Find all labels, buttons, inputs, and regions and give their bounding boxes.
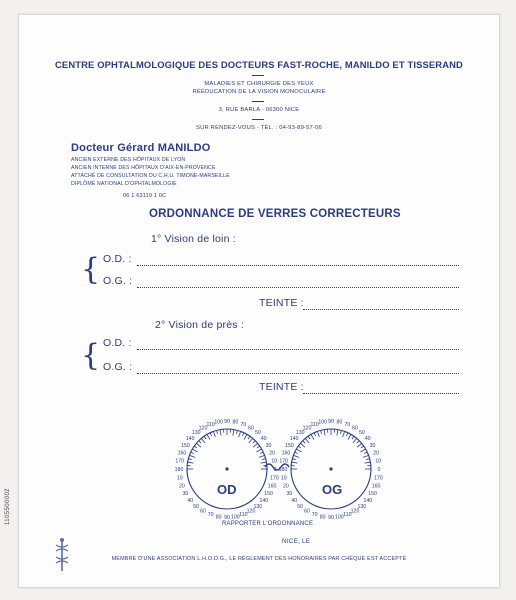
dial-tick-od bbox=[201, 438, 205, 443]
dial-tick-og bbox=[364, 462, 370, 463]
dial-tick-og bbox=[298, 446, 301, 448]
od-far-label: O.D. : bbox=[103, 253, 132, 265]
dial-tick-label-og: 60 bbox=[352, 425, 358, 432]
dial-tick-od bbox=[189, 455, 195, 457]
dial-tick-og bbox=[364, 452, 367, 453]
dial-tick-od bbox=[253, 441, 255, 443]
dial-center-od bbox=[225, 467, 228, 470]
dial-tick-od bbox=[191, 452, 194, 453]
dial-tick-label-od: 150 bbox=[264, 491, 273, 497]
dial-tick-od bbox=[253, 443, 258, 447]
dial-tick-od bbox=[239, 431, 241, 437]
dial-tick-label-og: 20 bbox=[373, 450, 379, 457]
credential-line: ATTACHÉ DE CONSULTATION DU C.H.U. TIMONE-MARSEILLE bbox=[71, 173, 230, 179]
section-far-vision: 1° Vision de loin : bbox=[151, 233, 236, 245]
place-date: NICE, LE bbox=[282, 538, 311, 545]
dial-tick-og bbox=[295, 452, 298, 453]
dial-tick-og bbox=[303, 441, 305, 443]
dial-tick-og bbox=[357, 443, 362, 447]
dial-tick-label-od: 140 bbox=[259, 497, 269, 504]
od-dial-label: OD bbox=[217, 482, 237, 497]
dial-tick-label-od: 90 bbox=[224, 419, 230, 425]
dial-tick-label-od: 20 bbox=[269, 450, 275, 457]
dial-tick-label-od: 60 bbox=[248, 425, 254, 432]
dial-tick-og bbox=[308, 436, 310, 439]
dial-tick-label-od: 120 bbox=[198, 425, 208, 432]
dial-tick-og bbox=[360, 449, 365, 452]
dial-tick-label-og: 140 bbox=[289, 436, 299, 443]
dial-tick-label-od: 80 bbox=[215, 514, 222, 521]
divider bbox=[252, 101, 264, 102]
dial-tick-label-og: 110 bbox=[310, 421, 319, 428]
dial-tick-og bbox=[324, 430, 325, 436]
specialty-line-1: MALADIES ET CHIRURGIE DES YEUX bbox=[204, 81, 314, 87]
dial-tick-label-od: 180 bbox=[174, 467, 184, 473]
dial-tick-od bbox=[217, 430, 218, 433]
dial-tick-od bbox=[207, 434, 210, 439]
dial-tick-od bbox=[188, 459, 191, 460]
dial-tick-label-od: 150 bbox=[181, 443, 190, 449]
dial-tick-label-og: 120 bbox=[302, 425, 312, 432]
dial-tick-od bbox=[256, 449, 261, 452]
doctor-name: Docteur Gérard MANILDO bbox=[71, 142, 211, 154]
dial-tick-label-od: 80 bbox=[232, 419, 239, 426]
clinic-address: 3, RUE BARLA - 06300 NICE bbox=[218, 107, 300, 113]
dial-tick-label-og: 140 bbox=[363, 497, 373, 504]
credential-line: DIPLÔMÉ NATIONAL D'OPHTALMOLOGIE bbox=[71, 181, 177, 187]
dial-tick-od bbox=[196, 443, 201, 447]
dial-tick-og bbox=[340, 430, 341, 433]
clinic-name: CENTRE OPHTALMOLOGIQUE DES DOCTEURS FAST-ROCHE, MANILDO ET TISSERAND bbox=[55, 59, 463, 70]
dial-tick-label-og: 120 bbox=[350, 508, 360, 515]
od-axis-dial[interactable] bbox=[175, 419, 279, 521]
dial-tick-og bbox=[311, 434, 314, 439]
dial-tick-label-og: 90 bbox=[328, 419, 334, 425]
dial-tick-label-og: 60 bbox=[304, 508, 310, 515]
dial-tick-label-og: 70 bbox=[311, 512, 318, 519]
axis-dials bbox=[169, 405, 389, 523]
dial-tick-od bbox=[213, 431, 215, 437]
membership-note: MEMBRE D'UNE ASSOCIATION L.H.O.D.G., LE RÈGLEMENT DES HONORAIRES PAR CHÈQUE EST ACCEPTÉ bbox=[111, 556, 407, 562]
dial-tick-od bbox=[244, 434, 247, 439]
teinte-far-field[interactable] bbox=[303, 309, 459, 310]
dial-tick-label-og: 70 bbox=[344, 421, 351, 428]
dial-tick-label-od: 140 bbox=[185, 436, 195, 443]
divider bbox=[252, 75, 264, 76]
dial-tick-label-od: 160 bbox=[177, 450, 187, 457]
dial-tick-label-od: 40 bbox=[260, 436, 267, 443]
dial-tick-label-od: 60 bbox=[200, 508, 206, 515]
dial-tick-label-od: 130 bbox=[191, 430, 201, 437]
dial-tick-label-od: 100 bbox=[231, 514, 240, 521]
dial-tick-label-od: 110 bbox=[206, 421, 215, 428]
dial-tick-label-og: 100 bbox=[335, 514, 344, 521]
dial-tick-og bbox=[292, 459, 295, 460]
dial-tick-label-og: 10 bbox=[280, 475, 287, 482]
dial-tick-label-og: 80 bbox=[336, 419, 343, 426]
dial-tick-label-od: 120 bbox=[246, 508, 256, 515]
dial-tick-od bbox=[260, 462, 266, 463]
dial-tick-label-od: 10 bbox=[271, 458, 278, 465]
dial-tick-od bbox=[204, 436, 206, 439]
dial-tick-label-od: 70 bbox=[240, 421, 247, 428]
return-prescription-note: RAPPORTER L'ORDONNANCE bbox=[222, 521, 314, 527]
dial-tick-label-od: 0 bbox=[273, 467, 277, 473]
dial-tick-og bbox=[292, 462, 298, 463]
dial-tick-og bbox=[357, 441, 359, 443]
teinte-near-field[interactable] bbox=[303, 393, 459, 394]
dial-tick-og bbox=[352, 436, 354, 439]
og-near-label: O.G. : bbox=[103, 361, 133, 373]
od-near-label: O.D. : bbox=[103, 337, 132, 349]
form-title: ORDONNANCE DE VERRES CORRECTEURS bbox=[149, 208, 401, 220]
dial-tick-od bbox=[188, 462, 194, 463]
og-far-label: O.G. : bbox=[103, 275, 133, 287]
dial-tick-label-od: 50 bbox=[193, 503, 200, 510]
dial-tick-label-od: 160 bbox=[267, 483, 277, 490]
dial-tick-og bbox=[300, 443, 305, 447]
dial-tick-og bbox=[366, 459, 369, 460]
credential-line: ANCIEN EXTERNE DES HÔPITAUX DE LYON bbox=[71, 157, 186, 163]
brace: { bbox=[81, 252, 101, 287]
dial-tick-label-og: 100 bbox=[318, 419, 327, 426]
teinte-near-label: TEINTE : bbox=[259, 381, 304, 393]
dial-tick-label-od: 20 bbox=[179, 483, 185, 490]
dial-tick-label-od: 110 bbox=[239, 512, 248, 519]
dial-tick-label-od: 170 bbox=[269, 475, 279, 482]
credential-line: ANCIEN INTERNE DES HÔPITAUX D'AIX-EN-PROVENCE bbox=[71, 165, 216, 171]
dial-center-og bbox=[329, 467, 332, 470]
dial-tick-og bbox=[348, 434, 351, 439]
dial-tick-label-og: 40 bbox=[291, 497, 298, 504]
dial-tick-label-od: 10 bbox=[176, 475, 183, 482]
teinte-far-label: TEINTE : bbox=[259, 297, 304, 309]
dial-tick-og bbox=[346, 433, 347, 436]
dial-tick-label-og: 90 bbox=[328, 515, 334, 521]
od-near-field[interactable] bbox=[137, 349, 459, 350]
dial-tick-od bbox=[210, 433, 211, 436]
dial-tick-od bbox=[220, 430, 221, 436]
dial-tick-og bbox=[361, 446, 364, 448]
dial-tick-od bbox=[192, 449, 197, 452]
dial-tick-od bbox=[194, 446, 197, 448]
dial-tick-label-og: 180 bbox=[278, 467, 288, 473]
dial-tick-od bbox=[236, 430, 237, 433]
dial-tick-label-od: 40 bbox=[187, 497, 194, 504]
dial-tick-label-og: 40 bbox=[364, 436, 371, 443]
appointment-phone: SUR RENDEZ-VOUS - TÉL. : 04-93-89-57-06 bbox=[196, 125, 322, 131]
dial-tick-og bbox=[296, 449, 301, 452]
caduceus-icon bbox=[52, 537, 72, 573]
og-near-field[interactable] bbox=[137, 373, 459, 374]
dial-tick-label-og: 160 bbox=[281, 450, 291, 457]
dial-tick-label-og: 150 bbox=[368, 491, 377, 497]
dial-tick-od bbox=[257, 446, 260, 448]
dial-tick-og bbox=[314, 433, 315, 436]
dial-tick-og bbox=[293, 455, 299, 457]
od-far-field[interactable] bbox=[137, 265, 459, 266]
dial-tick-label-od: 30 bbox=[182, 491, 189, 497]
section-near-vision: 2° Vision de près : bbox=[155, 319, 244, 331]
dial-tick-label-od: 130 bbox=[253, 503, 263, 510]
dial-tick-label-od: 30 bbox=[265, 443, 272, 449]
og-axis-dial[interactable] bbox=[279, 419, 383, 521]
dial-tick-label-og: 50 bbox=[358, 430, 365, 437]
dial-tick-label-od: 170 bbox=[175, 458, 185, 465]
dial-tick-og bbox=[321, 430, 322, 433]
doctor-number: 06 1 63119 1 0C bbox=[123, 193, 167, 199]
dial-tick-label-og: 0 bbox=[377, 467, 381, 473]
dial-tick-label-og: 130 bbox=[357, 503, 367, 510]
dial-tick-od bbox=[242, 433, 243, 436]
dial-tick-label-og: 30 bbox=[369, 443, 376, 449]
dial-tick-od bbox=[233, 430, 234, 436]
dial-tick-od bbox=[262, 459, 265, 460]
dial-tick-og bbox=[343, 431, 345, 437]
dial-tick-od bbox=[199, 441, 201, 443]
dial-tick-label-og: 110 bbox=[343, 512, 352, 519]
dial-tick-label-od: 70 bbox=[207, 512, 214, 519]
dial-tick-label-og: 10 bbox=[375, 458, 382, 465]
dial-tick-label-og: 50 bbox=[297, 503, 304, 510]
side-code: 1105500002 bbox=[5, 488, 11, 525]
dial-tick-label-og: 170 bbox=[373, 475, 383, 482]
dial-tick-og bbox=[363, 455, 369, 457]
og-dial-label: OG bbox=[322, 482, 343, 497]
divider bbox=[252, 119, 264, 120]
brace: { bbox=[81, 338, 101, 373]
og-far-field[interactable] bbox=[137, 287, 459, 288]
dial-tick-label-od: 90 bbox=[224, 515, 230, 521]
dial-tick-od bbox=[259, 455, 265, 457]
dial-tick-label-og: 130 bbox=[295, 430, 305, 437]
dial-tick-label-od: 50 bbox=[254, 430, 261, 437]
dial-tick-og bbox=[317, 431, 319, 437]
dial-tick-od bbox=[248, 436, 250, 439]
dial-tick-label-og: 20 bbox=[283, 483, 289, 490]
dial-tick-og bbox=[337, 430, 338, 436]
dial-tick-od bbox=[260, 452, 263, 453]
dial-tick-og bbox=[305, 438, 309, 443]
dial-tick-og bbox=[353, 438, 357, 443]
dial-tick-label-og: 80 bbox=[319, 514, 326, 521]
dial-tick-label-og: 160 bbox=[371, 483, 381, 490]
prescription-sheet bbox=[5, 14, 500, 588]
dial-tick-label-og: 150 bbox=[285, 443, 294, 449]
specialty-line-2: RÉÉDUCATION DE LA VISION MONOCULAIRE bbox=[192, 89, 326, 95]
dial-tick-label-og: 170 bbox=[279, 458, 289, 465]
dial-tick-label-od: 100 bbox=[214, 419, 223, 426]
dial-tick-label-og: 30 bbox=[286, 491, 293, 497]
dial-tick-od bbox=[249, 438, 253, 443]
